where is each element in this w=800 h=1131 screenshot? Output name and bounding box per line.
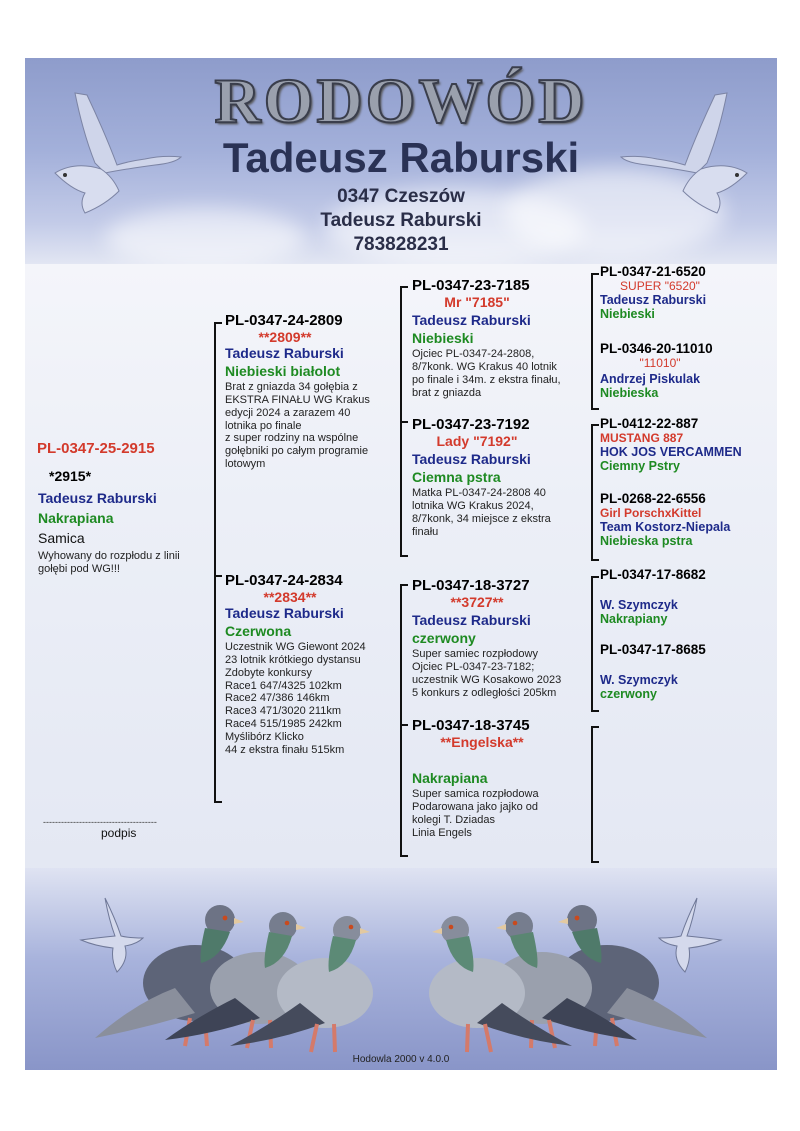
mother-color: Czerwona <box>225 623 292 639</box>
connector-mf-end-tick <box>591 710 599 712</box>
fm-note <box>412 487 592 538</box>
note-line: Super samiec rozpłodowy <box>412 648 538 660</box>
fm-owner: Tadeusz Raburski <box>412 451 531 467</box>
connector-fm-end-tick <box>591 559 599 561</box>
note-line: Race4 515/1985 242km <box>225 718 342 731</box>
mm-nickname: **Engelska** <box>440 734 524 750</box>
connector-mm-end-tick <box>591 861 599 863</box>
note-line: gołębniki po całym programie <box>225 445 369 458</box>
connector-mother-end-tick <box>400 855 408 857</box>
connector-ff-end-tick <box>591 408 599 410</box>
father-ring: PL-0347-24-2809 <box>225 312 343 329</box>
note-line: Uczestnik WG Giewont 2024 <box>225 641 366 653</box>
ffm-color: Niebieska <box>600 386 659 400</box>
mf-nickname: **3727** <box>450 594 504 610</box>
mf-ring: PL-0347-18-3727 <box>412 577 530 594</box>
connector-mf-line <box>591 576 593 711</box>
connector-fff-tick <box>591 273 599 275</box>
subject-sex: Samica <box>38 530 85 546</box>
note-line: Matka PL-0347-24-2808 40 <box>412 487 546 499</box>
note-line: uczestnik WG Kosakowo 2023 <box>412 673 562 686</box>
note-line: finału <box>412 525 439 538</box>
mm-color: Nakrapiana <box>412 770 488 786</box>
software-credit: Hodowla 2000 v 4.0.0 <box>352 1054 450 1065</box>
mf-card <box>412 577 592 699</box>
subject-ring: PL-0347-25-2915 <box>37 440 155 457</box>
connector-mf-tick <box>400 584 408 586</box>
fff-color: Niebieski <box>600 307 655 321</box>
header-banner <box>25 58 777 264</box>
ff-card <box>412 277 592 399</box>
note-line: Myślibórz Klicko <box>225 731 304 744</box>
signature-label: podpis <box>101 826 137 840</box>
mother-owner: Tadeusz Raburski <box>225 605 344 621</box>
fm-card <box>412 416 592 538</box>
fm-ring: PL-0347-23-7192 <box>412 416 530 433</box>
ff-ring: PL-0347-23-7185 <box>412 277 530 294</box>
father-note <box>225 381 395 471</box>
note-line: Linia Engels <box>412 826 472 839</box>
mff-color: Nakrapiany <box>600 612 668 626</box>
mother-note <box>225 641 395 757</box>
subject-nickname: *2915* <box>49 468 92 484</box>
fmf-owner: HOK JOS VERCAMMEN <box>600 445 742 459</box>
connector-parents <box>214 322 216 802</box>
mm-ring: PL-0347-18-3745 <box>412 717 530 734</box>
ff-owner: Tadeusz Raburski <box>412 312 531 328</box>
fff-owner: Tadeusz Raburski <box>600 293 707 307</box>
connector-fm-line <box>591 424 593 560</box>
mf-owner: Tadeusz Raburski <box>412 612 531 628</box>
connector-fmf-tick <box>591 424 599 426</box>
subject-color: Nakrapiana <box>38 510 114 526</box>
signature-line: -------------------------------------- <box>43 817 157 827</box>
note-line: edycji 2024 a zarazem 40 <box>225 406 351 419</box>
subject-note: Wyhowany do rozpłodu z linii gołębi pod WG!!! <box>38 550 180 575</box>
ff-note <box>412 348 592 399</box>
fmf-color: Ciemny Pstry <box>600 459 680 473</box>
note-line: Ojciec PL-0347-23-7182; <box>412 660 535 673</box>
fmf-ring: PL-0412-22-887 <box>600 416 699 431</box>
note-line: z super rodziny na wspólne <box>225 432 359 445</box>
note-line: 8/7konk. WG Krakus 40 lotnik <box>412 360 557 373</box>
mm-card <box>412 717 592 839</box>
note-line: lotnika po finale <box>225 419 302 432</box>
father-color: Niebieski białolot <box>225 363 341 379</box>
connector-mm-tick <box>400 724 408 726</box>
flying-dove-left-icon <box>81 898 143 972</box>
note-line: 8/7konk, 34 miejsce z ekstra <box>412 512 551 525</box>
mm-note <box>412 788 592 839</box>
connector-bottom-tick <box>214 801 222 803</box>
note-line: EKSTRA FINAŁU WG Krakus <box>225 393 370 406</box>
connector-fm-tick <box>400 421 408 423</box>
note-line: lotnika WG Krakus 2024, <box>412 499 534 512</box>
note-line: 44 z ekstra finału 515km <box>225 743 345 756</box>
connector-mmf-tick <box>591 726 599 728</box>
note-line: Super samica rozpłodowa <box>412 788 539 800</box>
connector-ff-line <box>591 273 593 409</box>
father-card <box>225 312 395 471</box>
subject-card <box>37 440 217 575</box>
fff-nickname: SUPER "6520" <box>620 279 700 293</box>
connector-mother-line <box>400 584 402 856</box>
connector-mother-tick <box>214 575 222 577</box>
pigeons-illustration-icon <box>25 868 777 1070</box>
note-line: lotowym <box>225 458 266 471</box>
fff-ring: PL-0347-21-6520 <box>600 264 706 279</box>
mf-color: czerwony <box>412 630 476 646</box>
pedigree-sheet <box>25 58 777 1070</box>
breeder-name: Tadeusz Raburski <box>222 134 580 181</box>
mfm-ring: PL-0347-17-8685 <box>600 642 706 657</box>
footer-banner <box>25 868 777 1070</box>
note-line: brat z gniazda <box>412 386 482 399</box>
father-owner: Tadeusz Raburski <box>225 345 344 361</box>
note-line: Race3 471/3020 211km <box>225 705 341 718</box>
pedigree-body <box>25 264 777 868</box>
note-line: 5 konkurs z odległości 205km <box>412 686 557 699</box>
note-line: Brat z gniazda 34 gołębia z <box>225 381 358 393</box>
note-line: po finale i 34m. z ekstra finału, <box>412 373 561 386</box>
ff-color: Niebieski <box>412 330 474 346</box>
mff-card <box>600 567 770 626</box>
note-line: Race2 47/386 146km <box>225 692 330 705</box>
breeder-address: 0347 Czeszów <box>337 186 465 207</box>
note-line: kolegi T. Dziadas <box>412 813 495 826</box>
subject-owner: Tadeusz Raburski <box>38 490 157 506</box>
ffm-nickname: "11010" <box>639 356 681 370</box>
mother-nickname: **2834** <box>263 589 317 605</box>
note-line: Podarowana jako jajko od <box>412 800 538 813</box>
fmm-ring: PL-0268-22-6556 <box>600 491 706 506</box>
connector-mff-tick <box>591 576 599 578</box>
mfm-color: czerwony <box>600 687 657 701</box>
mfm-card <box>600 642 770 701</box>
fmf-nickname: MUSTANG 887 <box>600 431 684 445</box>
note-line: Zdobyte konkursy <box>225 666 312 679</box>
connector-ff-tick <box>400 286 408 288</box>
fmm-color: Niebieska pstra <box>600 534 693 548</box>
note-line: 23 lotnik krótkiego dystansu <box>225 653 361 666</box>
page-title: RODOWÓD <box>214 65 588 136</box>
flying-dove-right-icon <box>659 898 721 972</box>
fff-card <box>600 264 770 321</box>
note-line: Race1 647/4325 102km <box>225 679 342 692</box>
fm-color: Ciemna pstra <box>412 469 501 485</box>
mother-card <box>225 572 395 757</box>
mf-note <box>412 648 592 699</box>
fm-nickname: Lady "7192" <box>436 433 518 449</box>
breeder-owner: Tadeusz Raburski <box>320 210 482 231</box>
connector-father-end-tick <box>400 555 408 557</box>
fmm-card <box>600 491 775 548</box>
ffm-owner: Andrzej Piskulak <box>600 372 701 386</box>
ff-nickname: Mr "7185" <box>444 294 510 310</box>
mother-ring: PL-0347-24-2834 <box>225 572 343 589</box>
ffm-ring: PL-0346-20-11010 <box>600 341 713 356</box>
ffm-card <box>600 341 770 400</box>
fmm-nickname: Girl PorschxKittel <box>600 506 702 520</box>
mff-ring: PL-0347-17-8682 <box>600 567 706 582</box>
father-nickname: **2809** <box>258 329 312 345</box>
fmf-card <box>600 416 775 473</box>
mff-owner: W. Szymczyk <box>600 598 678 612</box>
connector-father-tick <box>214 322 222 324</box>
mfm-owner: W. Szymczyk <box>600 673 678 687</box>
note-line: Ojciec PL-0347-24-2808, <box>412 348 535 360</box>
connector-mm-line <box>591 726 593 862</box>
breeder-phone: 783828231 <box>353 234 449 255</box>
fmm-owner: Team Kostorz-Niepala <box>600 520 731 534</box>
